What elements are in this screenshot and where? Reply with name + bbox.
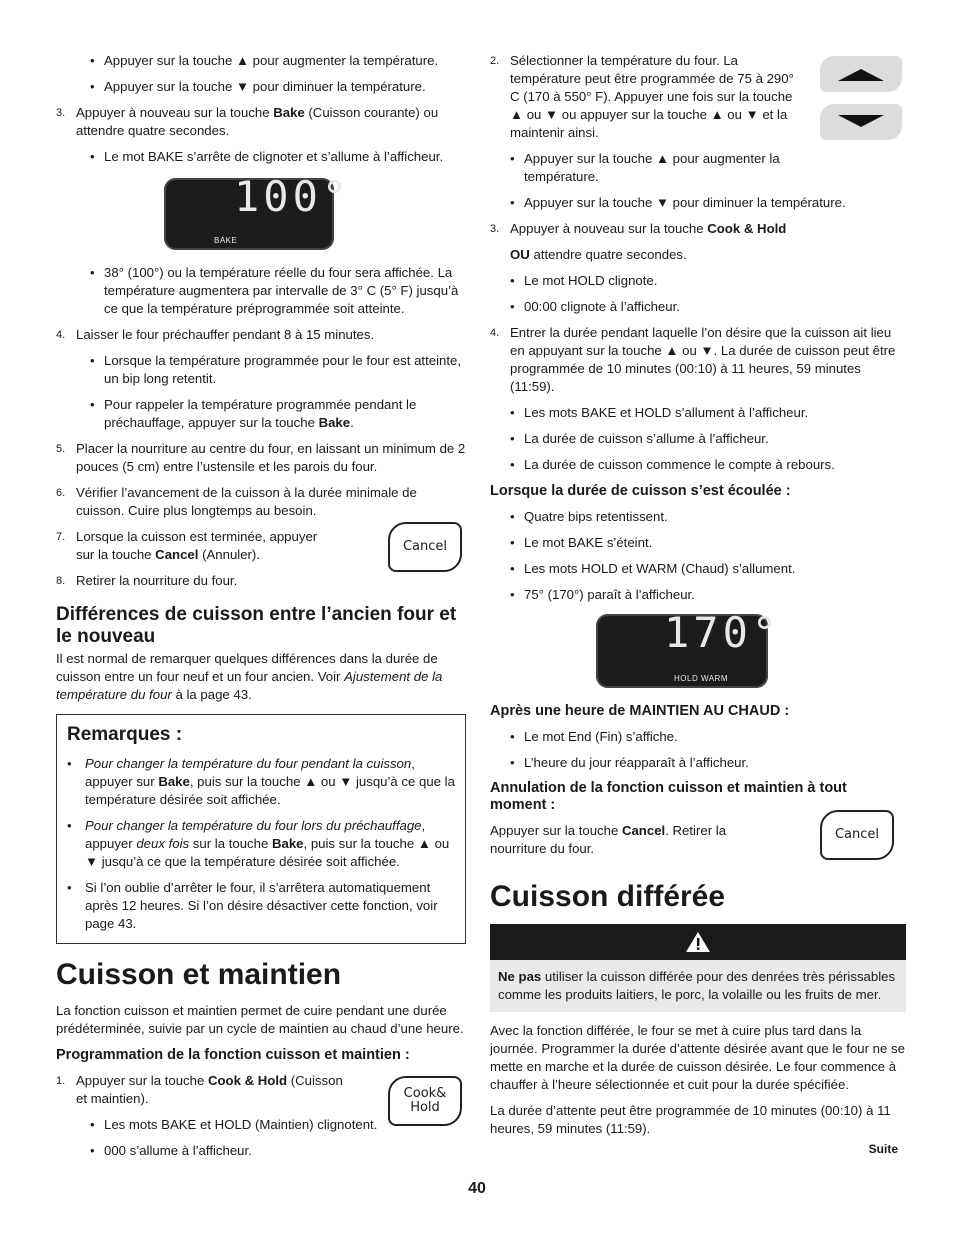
step-7: 7. Lorsque la cuisson est terminée, appuyer sur la touche Cancel (Annuler). Cancel [56,528,466,564]
subheading-cooking-elapsed: Lorsque la durée de cuisson s’est écoulée : [490,483,791,499]
section-title-delayed-cooking: Cuisson différée [490,880,726,913]
section-title-cook-hold: Cuisson et maintien [56,958,342,991]
step-3: 3. Appuyer à nouveau sur la touche Cook & Hold [490,221,787,236]
step-4: 4. Laisser le four préchauffer pendant 8 à 15 minutes. [56,327,375,342]
list-item: • La durée de cuisson s’allume à l’afficheur. [510,430,906,448]
list-item: • 000 s’allume à l’afficheur. [90,1142,466,1160]
list-item: • Appuyer sur la touche ▼ pour diminuer la température. [510,194,906,212]
continued-label: Suite [868,1142,898,1156]
warning-bar [490,924,906,960]
paragraph-delayed-2: La durée d’attente peut être programmée de 10 minutes (00:10) à 11 heures, 59 minutes (11:59). [490,1103,891,1136]
cancel-key-image: Cancel [388,522,462,572]
up-arrow-icon [838,67,884,81]
step-5: 5. Placer la nourriture au centre du four, en laissant un minimum de 2 pouces (5 cm) entre l’ustensile et les parois du four. [56,441,466,474]
list-item: • Le mot BAKE s’éteint. [510,534,906,552]
subheading-after-hold: Après une heure de MAINTIEN AU CHAUD : [490,703,790,719]
list-item: • Le mot HOLD clignote. [510,272,906,290]
step-3: 3. Appuyer à nouveau sur la touche Bake (Cuisson courante) ou attendre quatre secondes. [56,105,439,138]
list-item: • 38° (100°) ou la température réelle du four sera affichée. La température augmentera par intervalle de 3° C (5° F) jusqu’à ce que la température préprogrammée soit atteinte. [90,264,466,318]
remarks-box [56,714,466,944]
down-arrow-key-image [820,104,902,140]
list-item: • Appuyer sur la touche ▼ pour diminuer la température. [90,78,466,96]
list-item: • Le mot BAKE s’arrête de clignoter et s’allume à l’afficheur. [90,148,466,166]
cancel-instructions: Appuyer sur la touche Cancel. Retirer la nourriture du four. Cancel [490,822,906,858]
list-item: • Lorsque la température programmée pour le four est atteinte, un bip long retentit. [90,352,466,388]
list-item: • 75° (170°) paraît à l’afficheur. [510,586,906,604]
left-column [56,52,466,1168]
list-item: • Appuyer sur la touche ▲ pour augmenter la température. [510,150,906,186]
step-3-or: OU attendre quatre secondes. [510,247,687,262]
subheading-programming: Programmation de la fonction cuisson et maintien : [56,1047,410,1063]
paragraph-differences: Il est normal de remarquer quelques différences dans la durée de cuisson entre un four neuf et un four ancien. Voir Ajustement de la température du four à la page 43. [56,651,443,702]
subheading-cancel: Annulation de la fonction cuisson et maintien à tout moment : [490,780,847,813]
down-arrow-icon [838,115,884,129]
list-item: • 00:00 clignote à l’afficheur. [510,298,906,316]
list-item: • Pour changer la température du four pendant la cuisson, appuyer sur Bake, puis sur la touche ▲ ou ▼ jusqu’à ce que la température désirée soit affichée. [67,755,455,809]
up-arrow-key-image [820,56,902,92]
list-item: • La durée de cuisson commence le compte à rebours. [510,456,906,474]
warning-icon [685,931,711,953]
list-item: • Appuyer sur la touche ▲ pour augmenter la température. [90,52,466,70]
section-heading-differences: Différences de cuisson entre l’ancien four et le nouveau [56,604,457,647]
step-2: 2. Sélectionner la température du four. La température peut être programmée de 75 à 290° C (170 à 550° F). Appuyer une fois sur la touche ▲ ou ▼ ou appuyer sur la touche ▲ ou ▼ et la maintenir ainsi. [490,52,906,142]
step-4: 4. Entrer la durée pendant laquelle l’on désire que la cuisson ait lieu en appuyant sur la touche ▲ ou ▼. La durée de cuisson peut être programmée de 10 minutes (00:10) à 11 heures, 59 minutes (11:59). [490,325,896,394]
right-column [490,52,906,1158]
list-item: • Si l’on oublie d’arrêter le four, il s’arrêtera automatiquement après 12 heures. Si l’on désire désactiver cette fonction, voir page 43. [67,879,455,933]
list-item: • Les mots BAKE et HOLD (Maintien) clignotent. [90,1116,466,1134]
list-item: • L’heure du jour réapparaît à l’afficheur. [510,754,906,772]
paragraph-delayed-1: Avec la fonction différée, le four se met à cuire plus tard dans la journée. Programmer la durée d’attente désirée avant que le four ne se mette en marche et la durée de cuisson désirée. Le four commence à chauffer à l’heure sélectionnée et cuit pour la durée spécifiée. [490,1023,905,1092]
step-1: 1. Appuyer sur la touche Cook & Hold (Cuisson et maintien). Cook& Hold [56,1072,466,1108]
cancel-key-image: Cancel [820,810,894,860]
list-item: • Pour rappeler la température programmée pendant le préchauffage, appuyer sur la touche Bake. [90,396,466,432]
paragraph-cook-hold: La fonction cuisson et maintien permet de cuire pendant une durée prédéterminée, suivie par un cycle de maintien au chaud d’une heure. [56,1003,464,1036]
warning-box: Ne pas utiliser la cuisson différée pour des denrées très périssables comme les produits laitiers, le porc, la volaille ou les fruits de mer. [490,960,906,1012]
list-item: • Quatre bips retentissent. [510,508,906,526]
cook-hold-key-image: Cook& Hold [388,1076,462,1126]
page-number: 40 [468,1180,486,1197]
oven-display-bake: 100° BAKE [164,178,334,250]
list-item: • Les mots BAKE et HOLD s’allument à l’afficheur. [510,404,906,422]
list-item: • Pour changer la température du four lors du préchauffage, appuyer deux fois sur la touche Bake, puis sur la touche ▲ ou ▼ jusqu’à ce que la température désirée soit affichée. [67,817,455,871]
list-item: • Le mot End (Fin) s’affiche. [510,728,906,746]
list-item: • Les mots HOLD et WARM (Chaud) s’allument. [510,560,906,578]
remarks-title: Remarques : [67,724,183,745]
oven-display-hold-warm: 170° HOLD WARM [596,614,768,688]
step-6: 6. Vérifier l’avancement de la cuisson à la durée minimale de cuisson. Cuire plus longtemps au besoin. [56,485,417,518]
step-8: 8. Retirer la nourriture du four. [56,573,238,588]
